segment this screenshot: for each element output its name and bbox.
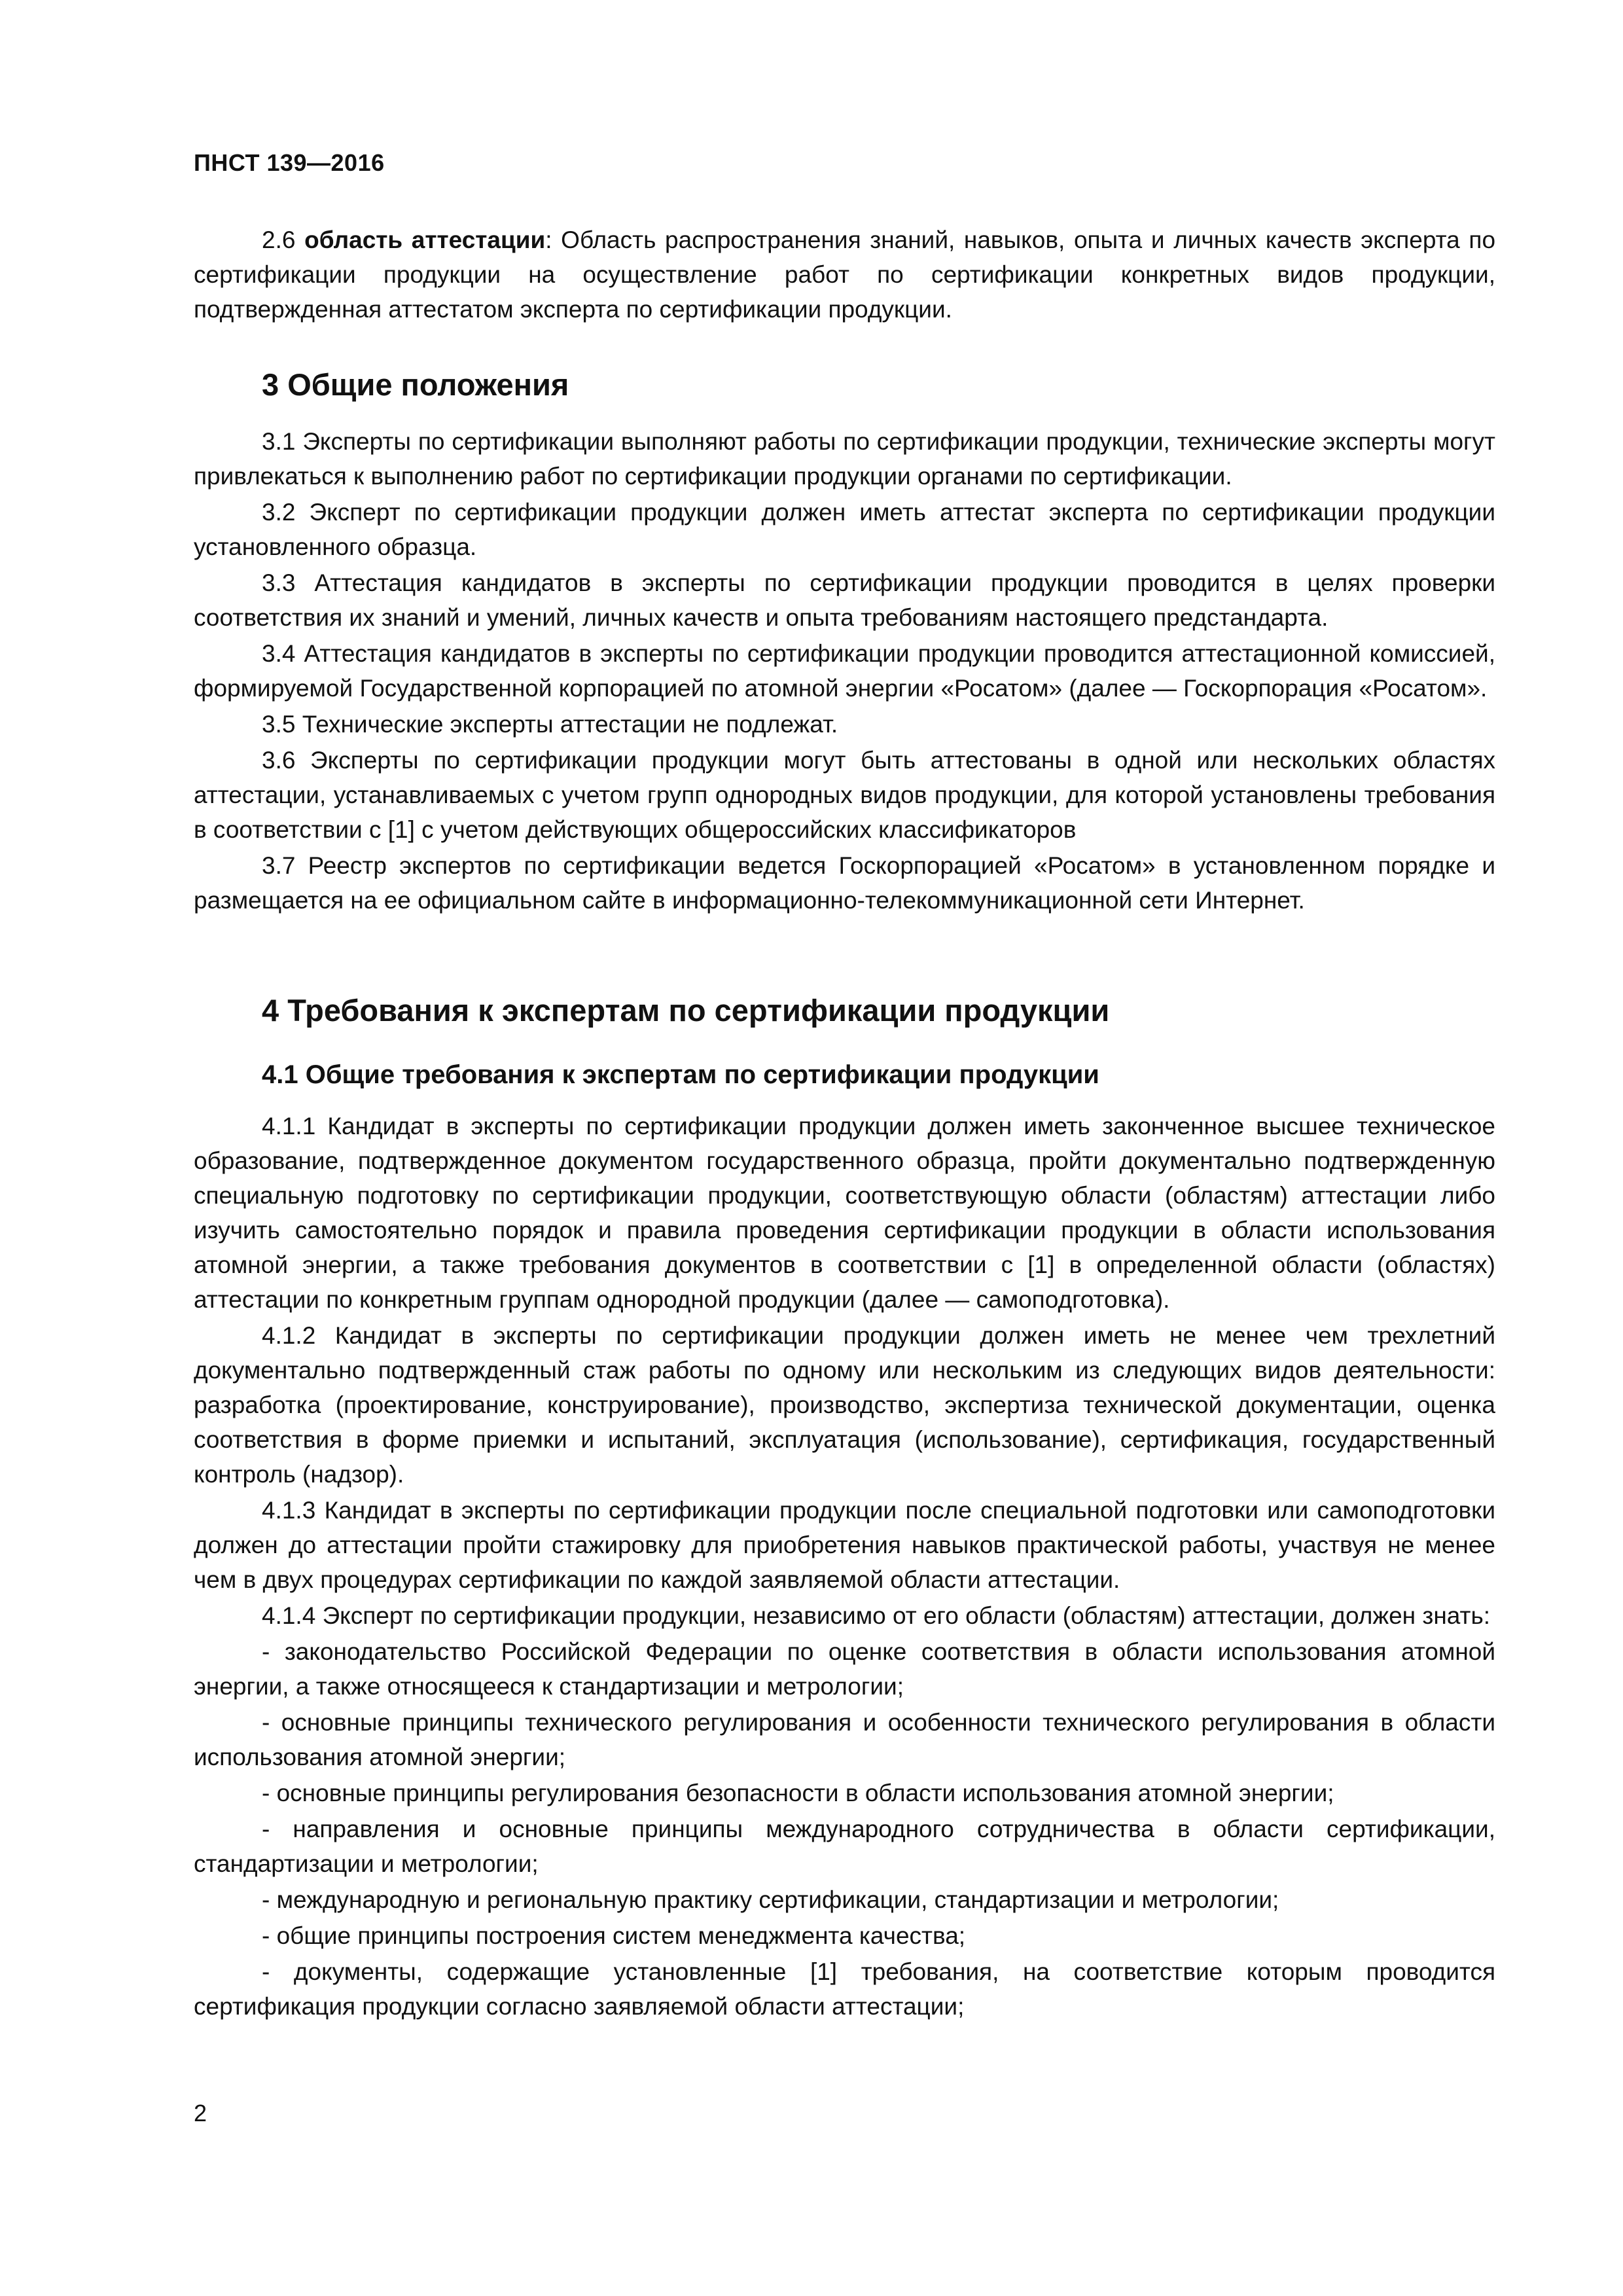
page-number: 2	[194, 2100, 207, 2126]
standard-code: ПНСТ 139—2016	[194, 149, 385, 176]
section-4-heading: 4 Требования к экспертам по сертификации продукции	[262, 993, 1110, 1028]
paragraph: 3.2 Эксперт по сертификации продукции должен иметь аттестат эксперта по сертификации продукции установленного образца.	[194, 499, 1495, 560]
paragraph: 4.1.4 Эксперт по сертификации продукции, независимо от его области (областям) аттестации, должен знать:	[262, 1602, 1491, 1629]
section-3-heading: 3 Общие положения	[262, 367, 569, 402]
list-item: - документы, содержащие установленные [1] требования, на соответствие которым проводится сертификация продукции согласно заявляемой области аттестации;	[194, 1958, 1495, 2020]
paragraph: 3.7 Реестр экспертов по сертификации ведется Госкорпорацией «Росатом» в установленном порядке и размещается на ее официальном сайте в информационно-телекоммуникационной сети Интернет.	[194, 852, 1495, 914]
term-definition: : Область распространения знаний, навыков, опыта и личных качеств эксперта по сертификации продукции на осуществление работ по сертификации конкретных видов продукции, подтвержденная аттестатом эксперта по сертификации продукции.	[194, 226, 1496, 323]
section-4-1-heading: 4.1 Общие требования к экспертам по сертификации продукции	[262, 1060, 1099, 1089]
paragraph: 3.3 Аттестация кандидатов в эксперты по сертификации продукции проводится в целях проверки соответствия их знаний и умений, личных качеств и опыта требованиям настоящего предстандарта.	[194, 569, 1495, 631]
paragraph: 4.1.3 Кандидат в эксперты по сертификации продукции после специальной подготовки или самоподготовки должен до аттестации пройти стажировку для приобретения навыков практической работы, участвуя не менее чем в двух процедурах сертификации по каждой заявляемой области аттестации.	[194, 1497, 1495, 1593]
list-item: - основные принципы технического регулирования и особенности технического регулирования в области использования атомной энергии;	[194, 1709, 1495, 1770]
list-item: - направления и основные принципы международного сотрудничества в области сертификации, стандартизации и метрологии;	[194, 1816, 1495, 1877]
paragraph: 4.1.1 Кандидат в эксперты по сертификации продукции должен иметь законченное высшее техническое образование, подтвержденное документом государственного образца, пройти документально подтвержденную специальную подготовку по сертификации продукции, соответствующую области (областям) аттестации либо изучить самостоятельно порядок и правила проведения сертификации продукции в области использования атомной энергии, а также требования документов в соответствии с [1] в определенной области (областях) аттестации по конкретным группам однородной продукции (далее — самоподготовка).	[194, 1113, 1495, 1313]
paragraph-2-6	[194, 223, 1495, 328]
paragraph: 3.1 Эксперты по сертификации выполняют работы по сертификации продукции, технические эксперты могут привлекаться к выполнению работ по сертификации продукции органами по сертификации.	[194, 428, 1495, 490]
paragraph: 4.1.2 Кандидат в эксперты по сертификации продукции должен иметь не менее чем трехлетний документально подтвержденный стаж работы по одному или нескольким из следующих видов деятельности: разработка (проектирование, конструирование), производство, экспертиза технической документации, оценка соответствия в форме приемки и испытаний, эксплуатация (использование), сертификация, государственный контроль (надзор).	[194, 1322, 1495, 1488]
paragraph: 3.5 Технические эксперты аттестации не подлежат.	[262, 711, 838, 738]
list-item: - общие принципы построения систем менеджмента качества;	[262, 1922, 966, 1949]
paragraph: 3.4 Аттестация кандидатов в эксперты по сертификации продукции проводится аттестационной комиссией, формируемой Государственной корпорацией по атомной энергии «Росатом» (далее — Госкорпорация «Росатом».	[194, 640, 1495, 702]
term: область аттестации	[304, 226, 546, 253]
list-item: - законодательство Российской Федерации по оценке соответствия в области использования атомной энергии, а также относящееся к стандартизации и метрологии;	[194, 1638, 1495, 1700]
paragraph: 3.6 Эксперты по сертификации продукции могут быть аттестованы в одной или нескольких областях аттестации, устанавливаемых с учетом групп однородных видов продукции, для которой установлены требования в соответствии с [1] с учетом действующих общероссийских классификаторов	[194, 747, 1495, 843]
section-3-body	[194, 424, 1495, 919]
list-item: - международную и региональную практику сертификации, стандартизации и метрологии;	[262, 1886, 1279, 1913]
list-item: - основные принципы регулирования безопасности в области использования атомной энергии;	[262, 1780, 1334, 1806]
section-4-body	[194, 1109, 1495, 2025]
par-num: 2.6	[262, 226, 296, 253]
